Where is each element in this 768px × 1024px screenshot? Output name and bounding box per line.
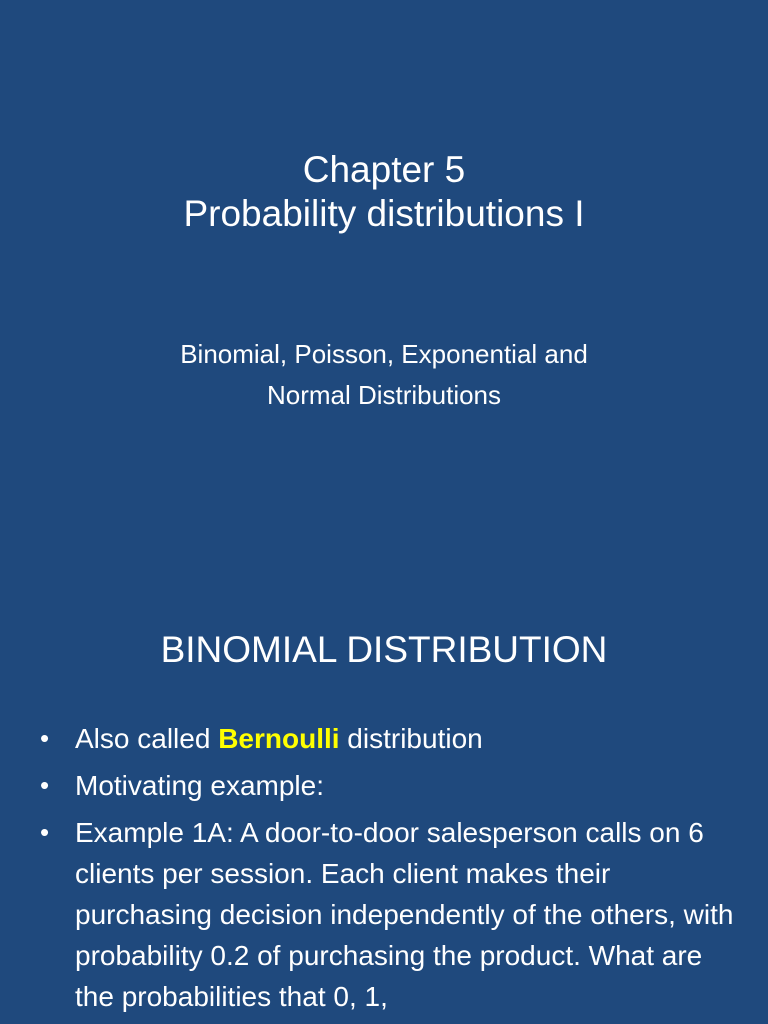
bullet-list (40, 718, 738, 1023)
section-title: BINOMIAL DISTRIBUTION (160, 629, 608, 670)
chapter-subtitle-title: Probability distributions I (183, 193, 585, 234)
bullet-icon: • (40, 817, 50, 847)
chapter-title: Chapter 5 (302, 149, 466, 190)
distribution-subtitle (0, 334, 768, 416)
subtitle-line-2: Normal Distributions (266, 380, 502, 410)
title-block (0, 148, 768, 236)
bullet-text: Example 1A: A door-to-door salesperson calls on 6 clients per session. Each client makes their purchasing decision independently of the others, with probability 0.2 of purchasing the product. What are the probabilities that 0, 1, (75, 817, 734, 1012)
bullet-item-example-1a (40, 812, 738, 1017)
bullet-icon: • (40, 723, 50, 753)
binomial-slide (0, 576, 768, 1024)
bullet-prefix: Also called (75, 723, 219, 754)
bernoulli-highlight: Bernoulli (218, 723, 340, 754)
bullet-icon: • (40, 770, 50, 800)
bullet-suffix: distribution (339, 723, 483, 754)
subtitle-line-1: Binomial, Poisson, Exponential and (180, 339, 588, 369)
bullet-item-motivating-example (40, 765, 738, 806)
bullet-text: Motivating example: (75, 770, 325, 801)
bullet-item-also-called (40, 718, 738, 759)
